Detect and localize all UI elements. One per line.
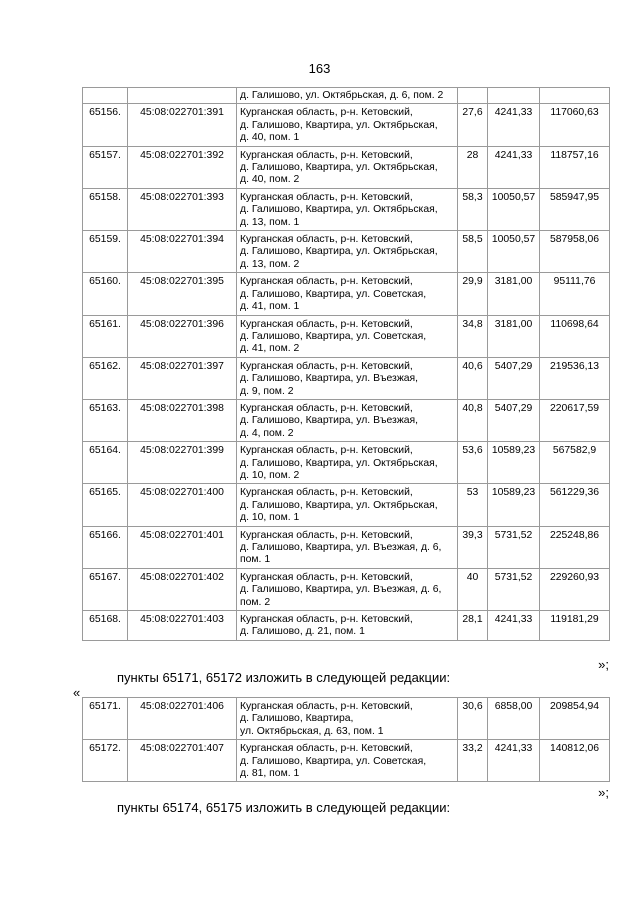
address-line: Курганская область, р-н. Кетовский, [240,701,413,712]
table-row [83,399,610,441]
amendment-instruction: пункты 65174, 65175 изложить в следующей редакции: [117,800,451,815]
address-line: д. Галишово, Квартира, ул. Октябрьская, [240,119,438,131]
address-line: пом. 1 [240,554,271,566]
cadastral-value-cell: 229260,93 [540,568,610,610]
address-line: Курганская область, р-н. Кетовский, [240,107,413,119]
unit-value-cell: 5407,29 [488,357,540,399]
closing-quote: »; [598,657,609,672]
address-line: Курганская область, р-н. Кетовский, [240,445,413,457]
unit-value-cell: 10589,23 [488,442,540,484]
table-row [83,357,610,399]
address-line: д. 13, пом. 1 [240,216,300,228]
table-row [83,442,610,484]
unit-value-cell: 4241,33 [488,146,540,188]
address-line: д. Галишово, Квартира, ул. Въезжая, д. 6, [240,584,442,596]
area-cell: 39,3 [458,526,488,568]
item-number-cell: 65160. [83,273,128,315]
address-line: д. 13, пом. 2 [240,258,300,270]
address-line: Курганская область, р-н. Кетовский, [240,529,413,541]
address-line: д. 10, пом. 2 [240,469,300,481]
address-line: д. Галишово, Квартира, ул. Октябрьская, [240,457,438,469]
item-number-cell: 65171. [83,698,128,740]
item-number-cell: 65161. [83,315,128,357]
unit-value-cell: 5407,29 [488,399,540,441]
unit-value-cell: 4241,33 [488,104,540,146]
table-row [83,698,610,740]
address-cell [237,442,458,484]
cadastral-number-cell: 45:08:022701:398 [128,399,237,441]
address-cell [237,146,458,188]
address-line: д. Галишово, Квартира, ул. Октябрьская, [240,246,438,258]
cadastral-value-cell: 220617,59 [540,399,610,441]
address-line: д. Галишово, Квартира, ул. Советская, [240,330,427,342]
item-number-cell: 65159. [83,231,128,273]
table-row [83,315,610,357]
cadastral-value-cell [540,88,610,104]
unit-value-cell: 10589,23 [488,484,540,526]
address-line: д. Галишово, д. 21, пом. 1 [240,626,365,638]
cadastral-number-cell [128,88,237,104]
cadastral-number-cell: 45:08:022701:391 [128,104,237,146]
table-row [83,88,610,104]
address-cell [237,315,458,357]
area-cell: 30,6 [458,698,488,740]
area-cell: 40,8 [458,399,488,441]
cadastral-value-cell: 95111,76 [540,273,610,315]
area-cell: 33,2 [458,740,488,782]
address-line: Курганская область, р-н. Кетовский, [240,614,413,626]
amendment-instruction: пункты 65171, 65172 изложить в следующей редакции: [117,670,451,685]
unit-value-cell: 10050,57 [488,188,540,230]
address-line: д. Галишово, Квартира, ул. Октябрьская, [240,499,438,511]
cadastral-value-cell: 587958,06 [540,231,610,273]
address-line: д. Галишово, Квартира, ул. Октябрьская, [240,162,438,174]
cadastral-number-cell: 45:08:022701:403 [128,611,237,641]
address-cell [237,273,458,315]
area-cell: 53 [458,484,488,526]
cadastral-value-cell: 209854,94 [540,698,610,740]
address-line: Курганская область, р-н. Кетовский, [240,318,413,330]
table-row [83,484,610,526]
table-row [83,146,610,188]
unit-value-cell: 4241,33 [488,740,540,782]
area-cell: 58,5 [458,231,488,273]
unit-value-cell: 3181,00 [488,315,540,357]
address-cell [237,188,458,230]
address-cell [237,399,458,441]
unit-value-cell: 10050,57 [488,231,540,273]
area-cell: 58,3 [458,188,488,230]
property-table [82,87,610,641]
address-line: д. 9, пом. 2 [240,385,294,397]
unit-value-cell: 5731,52 [488,526,540,568]
address-line: Курганская область, р-н. Кетовский, [240,360,413,372]
address-cell [237,740,458,782]
address-cell [237,484,458,526]
address-line: д. Галишово, Квартира, ул. Советская, [240,288,427,300]
unit-value-cell: 5731,52 [488,568,540,610]
cadastral-number-cell: 45:08:022701:396 [128,315,237,357]
address-cell [237,611,458,641]
address-line: Курганская область, р-н. Кетовский, [240,191,413,203]
table-row [83,104,610,146]
page-number: 163 [308,61,331,76]
item-number-cell [83,88,128,104]
address-line: д. Галишово, Квартира, ул. Въезжая, [240,373,419,385]
address-line: д. Галишово, ул. Октябрьская, д. 6, пом. 2 [240,90,444,101]
cadastral-number-cell: 45:08:022701:397 [128,357,237,399]
table-row [83,526,610,568]
cadastral-value-cell: 585947,95 [540,188,610,230]
area-cell: 53,6 [458,442,488,484]
address-line: д. Галишово, Квартира, ул. Въезжая, д. 6, [240,542,442,553]
cadastral-value-cell: 140812,06 [540,740,610,782]
table-row [83,611,610,641]
area-cell [458,88,488,104]
amended-property-table [82,697,610,782]
item-number-cell: 65163. [83,399,128,441]
address-cell [237,88,458,104]
address-line: д. Галишово, Квартира, ул. Въезжая, [240,415,419,427]
address-line: Курганская область, р-н. Кетовский, [240,149,413,161]
item-number-cell: 65167. [83,568,128,610]
cadastral-number-cell: 45:08:022701:392 [128,146,237,188]
address-cell [237,526,458,568]
address-cell [237,568,458,610]
address-line: д. Галишово, Квартира, ул. Октябрьская, [240,204,438,216]
area-cell: 40,6 [458,357,488,399]
cadastral-number-cell: 45:08:022701:406 [128,698,237,740]
area-cell: 28 [458,146,488,188]
address-line: д. Галишово, Квартира, ул. Советская, [240,755,427,767]
item-number-cell: 65156. [83,104,128,146]
address-cell [237,104,458,146]
cadastral-value-cell: 119181,29 [540,611,610,641]
cadastral-value-cell: 110698,64 [540,315,610,357]
item-number-cell: 65172. [83,740,128,782]
table-row [83,231,610,273]
area-cell: 28,1 [458,611,488,641]
item-number-cell: 65166. [83,526,128,568]
closing-quote: »; [598,785,609,800]
table-row [83,273,610,315]
opening-quote: « [73,685,81,700]
table-row [83,188,610,230]
address-line: Курганская область, р-н. Кетовский, [240,487,413,499]
address-line: ул. Октябрьская, д. 63, пом. 1 [240,725,384,737]
address-line: Курганская область, р-н. Кетовский, [240,402,413,414]
cadastral-number-cell: 45:08:022701:400 [128,484,237,526]
address-line: пом. 2 [240,596,271,608]
unit-value-cell: 6858,00 [488,698,540,740]
address-cell [237,357,458,399]
cadastral-number-cell: 45:08:022701:407 [128,740,237,782]
unit-value-cell: 3181,00 [488,273,540,315]
address-cell [237,698,458,740]
address-line: Курганская область, р-н. Кетовский, [240,234,413,246]
cadastral-value-cell: 561229,36 [540,484,610,526]
table-row [83,568,610,610]
cadastral-value-cell: 219536,13 [540,357,610,399]
item-number-cell: 65162. [83,357,128,399]
area-cell: 40 [458,568,488,610]
item-number-cell: 65158. [83,188,128,230]
cadastral-value-cell: 118757,16 [540,146,610,188]
item-number-cell: 65168. [83,611,128,641]
item-number-cell: 65165. [83,484,128,526]
cadastral-number-cell: 45:08:022701:394 [128,231,237,273]
cadastral-number-cell: 45:08:022701:399 [128,442,237,484]
unit-value-cell: 4241,33 [488,611,540,641]
cadastral-number-cell: 45:08:022701:401 [128,526,237,568]
cadastral-value-cell: 567582,9 [540,442,610,484]
item-number-cell: 65157. [83,146,128,188]
address-line: д. 41, пом. 2 [240,343,300,355]
cadastral-number-cell: 45:08:022701:402 [128,568,237,610]
cadastral-value-cell: 225248,86 [540,526,610,568]
address-cell [237,231,458,273]
address-line: д. 4, пом. 2 [240,427,294,439]
unit-value-cell [488,88,540,104]
address-line: д. 10, пом. 1 [240,512,300,524]
area-cell: 27,6 [458,104,488,146]
table-row [83,740,610,782]
address-line: Курганская область, р-н. Кетовский, [240,276,413,288]
address-line: д. Галишово, Квартира, [240,713,354,725]
address-line: Курганская область, р-н. Кетовский, [240,571,413,583]
address-line: д. 40, пом. 2 [240,174,300,186]
address-line: Курганская область, р-н. Кетовский, [240,743,413,755]
cadastral-number-cell: 45:08:022701:393 [128,188,237,230]
area-cell: 29,9 [458,273,488,315]
address-line: д. 40, пом. 1 [240,132,300,144]
cadastral-number-cell: 45:08:022701:395 [128,273,237,315]
address-line: д. 81, пом. 1 [240,768,300,780]
area-cell: 34,8 [458,315,488,357]
cadastral-value-cell: 117060,63 [540,104,610,146]
address-line: д. 41, пом. 1 [240,301,300,313]
item-number-cell: 65164. [83,442,128,484]
